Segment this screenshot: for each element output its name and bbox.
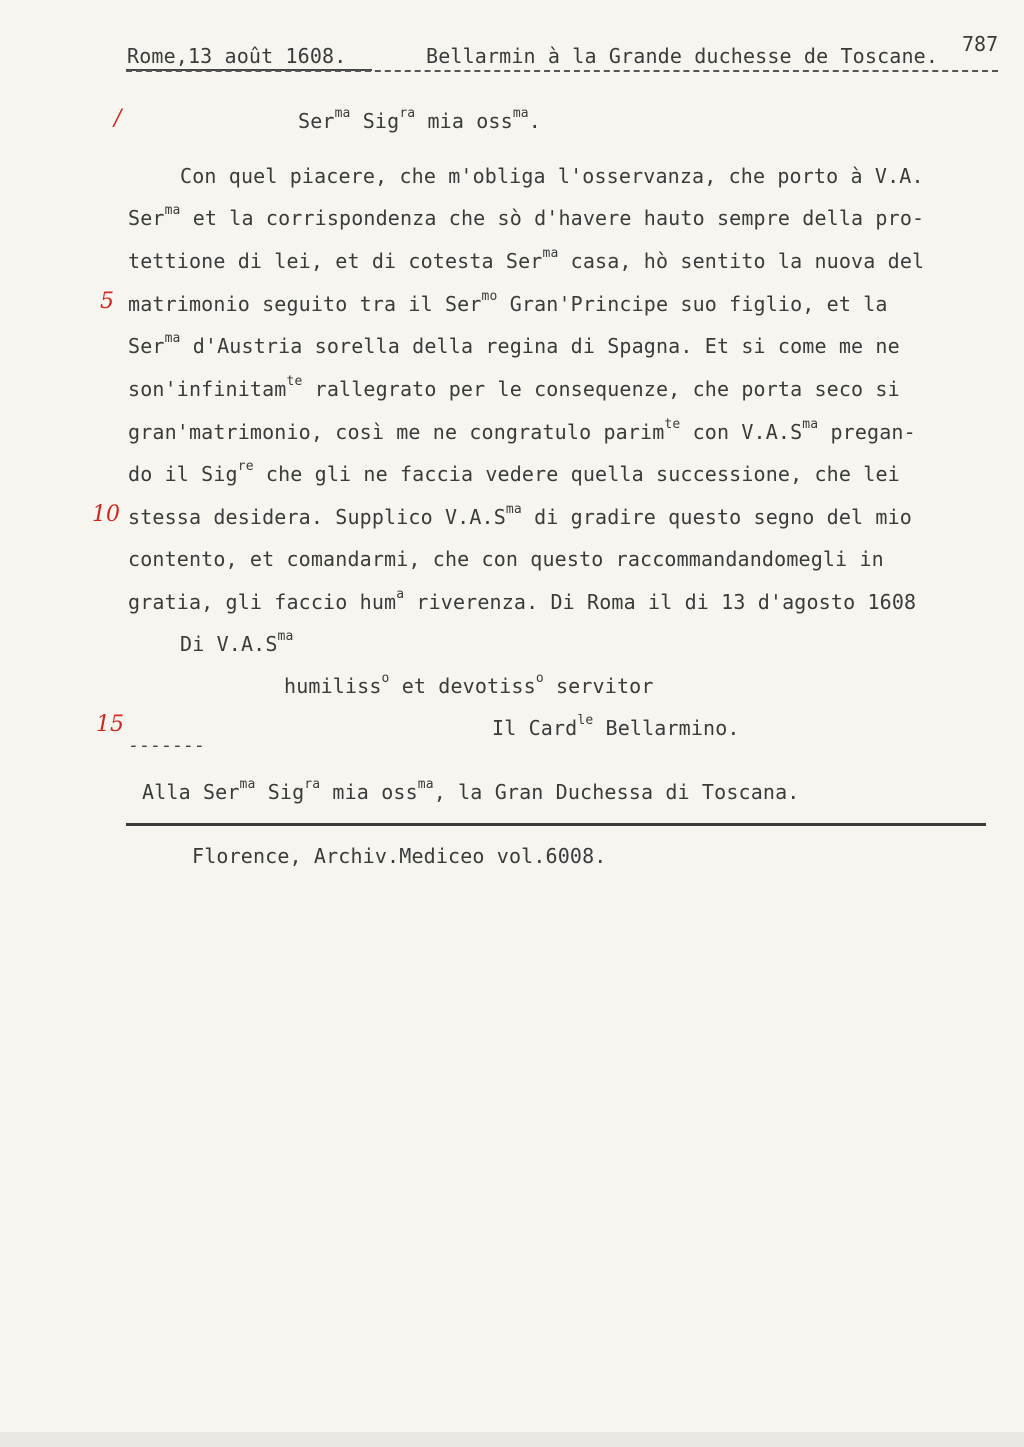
footer-rule [126, 823, 986, 826]
body-line-9: stessa desidera. Supplico $V.A.S^{ma}$ di gradire questo segno del mio [128, 502, 913, 529]
header-right: Bellarmin à la Grande duchesse de Toscane. [426, 44, 939, 68]
margin-mark-5: 5 [100, 289, 114, 314]
source-citation: Florence, Archiv.Mediceo vol.6008. [192, 844, 607, 868]
body-line-2: Ser$^{ma}$ et la corrispondenza che sò d'havere hauto sempre della pro- [128, 203, 925, 230]
page-number: 787 [962, 32, 999, 56]
margin-mark-1: / [114, 106, 122, 131]
body-line-7: gran'matrimonio, così me ne congratulo parim$^{te}$ con $V.A.S^{ma}$ pregan- [128, 417, 916, 444]
body-line-10: contento, et comandarmi, che con questo raccommandandomegli in [128, 547, 884, 571]
body-line-5: Ser$^{ma}$ d'Austria sorella della regina di Spagna. Et si come me ne [128, 331, 900, 358]
body-line-6: son'infinitam$^{te}$ rallegrato per le consequenze, che porta seco si [128, 374, 900, 401]
body-line-4: matrimonio seguito tra il Ser$^{mo}$ Gran'Principe suo figlio, et la [128, 289, 888, 316]
page-bottom-edge [0, 1432, 1024, 1447]
header-dashed-rule [126, 70, 998, 72]
signature-line: Il Card$^{le}$ Bellarmino. [492, 713, 740, 740]
closing-line-1: Di $V.A.S^{ma}$ [180, 629, 294, 656]
body-line-11: gratia, gli faccio hum$^a$ riverenza. Di Roma il di 13 d'agosto 1608 [128, 587, 917, 614]
separator-dashes: ------- [128, 735, 205, 756]
body-line-3: tettione di lei, et di cotesta Ser$^{ma}$ casa, hò sentito la nuova del [128, 246, 925, 273]
body-line-1: Con quel piacere, che m'obliga l'osservanza, che porto à V.A. [180, 164, 924, 188]
margin-mark-15: 15 [96, 712, 124, 737]
header-left: Rome,13 août 1608. [127, 44, 347, 68]
closing-line-2: humiliss$^o$ et devotiss$^o$ servitor [284, 671, 654, 698]
body-line-8: do il Sig$^{re}$ che gli ne faccia vedere quella successione, che lei [128, 459, 900, 486]
salutation: Ser$^{ma}$ Sig$^{ra}$ mia oss$^{ma}$. [298, 106, 541, 133]
margin-mark-10: 10 [92, 502, 120, 527]
address-line: Alla Ser$^{ma}$ Sig$^{ra}$ mia oss$^{ma}$, la Gran Duchessa di Toscana. [142, 777, 800, 804]
